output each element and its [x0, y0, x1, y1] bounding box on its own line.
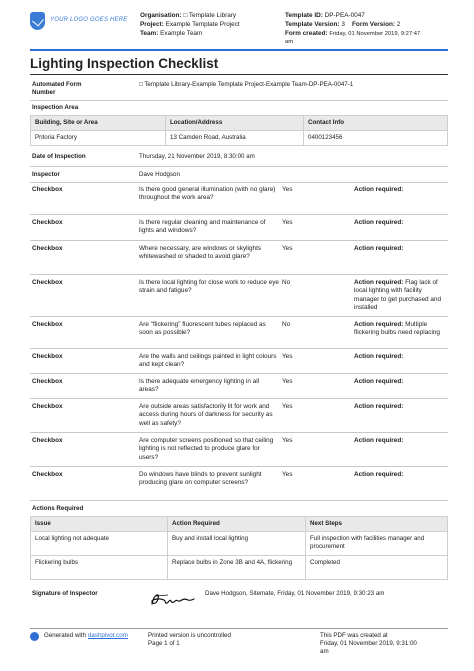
footer-divider: [30, 628, 448, 629]
checklist-question: Is there adequate emergency lighting in all areas?: [139, 378, 260, 394]
checklist-answer[interactable]: Yes: [282, 186, 293, 193]
generated-with-text: Generated with: [44, 632, 86, 640]
checklist-question: Are "flickering" fluorescent tubes replaced as soon as possible?: [139, 321, 266, 337]
action-required-label: Action required:: [354, 245, 404, 252]
table-cell: Replace bulbs in Zone 3B and 4A, flickering: [168, 556, 306, 580]
divider: [30, 182, 448, 183]
checkbox-label: Checkbox: [32, 403, 63, 410]
checklist-question: Do windows have blinds to prevent sunlight producing glare on computer screens?: [139, 471, 262, 487]
printed-uncontrolled: Printed version is uncontrolled: [148, 632, 231, 639]
form-created-value: Friday, 01 November 2019, 9:27:47: [329, 30, 421, 37]
page-title: Lighting Inspection Checklist: [30, 56, 219, 71]
checkbox-label: Checkbox: [32, 219, 63, 226]
checkbox-label: Checkbox: [32, 471, 63, 478]
divider: [30, 466, 448, 467]
header-template-info: [285, 12, 450, 47]
action-required-text: Multiple flickering bulbs need replacing: [354, 321, 440, 337]
action-required-label: Action required:: [354, 219, 404, 226]
checklist-question: Are outside areas satisfactorily lit for work and access during hours of darkness for security as well as safety?: [139, 403, 273, 427]
checklist-question: Are the walls and ceilings painted in light colours and kept clean?: [139, 353, 277, 369]
printed-info: [148, 632, 231, 648]
divider: [30, 240, 448, 241]
table-header: Issue: [31, 517, 168, 532]
template-version-label: Template Version:: [285, 20, 340, 28]
table-cell: 13 Camden Road, Australia: [166, 131, 304, 146]
checklist-answer[interactable]: No: [282, 279, 291, 286]
header-divider: [30, 49, 448, 51]
checklist-question: Is there local lighting for close work to reduce eye strain and fatigue?: [139, 279, 279, 295]
signature-value: Dave Hodgson, Sitemate, Friday, 01 November 2019, 9:30:23 am: [205, 590, 385, 597]
table-cell: 0400123456: [304, 131, 448, 146]
table-header: Location/Address: [166, 116, 304, 131]
dashpivot-link[interactable]: dashpivot.com: [87, 632, 128, 640]
checklist-answer[interactable]: No: [282, 321, 291, 328]
pdf-created-date: Friday, 01 November 2019, 9:31:00: [320, 640, 417, 648]
table-header: Contact Info: [304, 116, 448, 131]
divider: [30, 432, 448, 433]
divider: [30, 100, 448, 101]
checklist-answer[interactable]: Yes: [282, 353, 293, 360]
signature-label: Signature of Inspector: [32, 590, 98, 597]
action-required-label: Action required:: [354, 279, 404, 286]
checkbox-label: Checkbox: [32, 321, 63, 328]
checklist-answer[interactable]: Yes: [282, 403, 293, 410]
generated-with: [30, 632, 128, 641]
checkbox-label: Checkbox: [32, 437, 63, 444]
form-number-label-line1: Automated Form: [32, 81, 82, 88]
form-version-label: Form Version:: [352, 20, 395, 28]
table-cell: Local lighting not adequate: [31, 532, 168, 556]
form-number-label: [32, 81, 82, 97]
divider: [30, 398, 448, 399]
team-label: Team:: [140, 29, 159, 37]
action-required-label: Action required:: [354, 186, 404, 193]
checklist-answer[interactable]: Yes: [282, 437, 293, 444]
inspector-value: Dave Hodgson: [139, 171, 180, 178]
checkbox-label: Checkbox: [32, 378, 63, 385]
page-number: Page 1 of 1: [148, 640, 180, 648]
table-row: [31, 532, 448, 556]
action-required: [354, 437, 446, 445]
divider: [30, 500, 448, 501]
checklist-answer[interactable]: Yes: [282, 471, 293, 478]
action-required-label: Action required:: [354, 403, 404, 410]
form-number-value: □ Template Library-Example Template Project-Example Team-DP-PEA-0047-1: [139, 81, 354, 88]
action-required-label: Action required:: [354, 321, 404, 328]
checklist-answer[interactable]: Yes: [282, 219, 293, 226]
divider: [30, 373, 448, 374]
checklist-question: Are computer screens positioned so that ceiling lighting is not reflected to produce glare for users?: [139, 437, 274, 461]
action-required-label: Action required:: [354, 378, 404, 385]
action-required: [354, 219, 446, 227]
action-required: [354, 378, 446, 386]
page-header: [30, 10, 448, 50]
divider: [30, 274, 448, 275]
team-value: Example Team: [160, 29, 203, 37]
actions-required-label: Actions Required: [32, 505, 84, 512]
checklist-question: Is there regular cleaning and maintenance of lights and windows?: [139, 219, 266, 235]
action-required: [354, 245, 446, 253]
table-cell: Full inspection with facilities manager and procurement: [306, 532, 448, 556]
inspection-area-table: [30, 115, 448, 146]
checkbox-label: Checkbox: [32, 353, 63, 360]
table-row: [31, 556, 448, 580]
checkbox-label: Checkbox: [32, 279, 63, 286]
template-version-value: 3: [341, 20, 345, 28]
action-required: [354, 471, 446, 479]
table-header: Action Required: [168, 517, 306, 532]
checkbox-label: Checkbox: [32, 245, 63, 252]
header-org-info: [140, 12, 240, 38]
divider: [30, 316, 448, 317]
logo: [30, 12, 127, 30]
project-value: Example Template Project: [165, 20, 240, 28]
dashpivot-icon: [30, 632, 39, 641]
table-header: Building, Site or Area: [31, 116, 166, 131]
table-cell: Pritoria Factory: [31, 131, 166, 146]
checkbox-label: Checkbox: [32, 186, 63, 193]
logo-text: YOUR LOGO GOES HERE: [50, 17, 128, 24]
action-required: [354, 279, 446, 312]
checklist-question: Is there good general illumination (with no glare) throughout the work area?: [139, 186, 276, 202]
action-required-label: Action required:: [354, 353, 404, 360]
signature-image: [148, 590, 196, 608]
divider: [30, 348, 448, 349]
date-value: Thursday, 21 November 2019, 8:30:00 am: [139, 153, 255, 160]
project-label: Project:: [140, 20, 164, 28]
template-id-value: DP-PEA-0047: [324, 12, 365, 19]
pdf-created-info: [320, 632, 450, 656]
logo-shield-icon: [30, 12, 45, 30]
org-label: Organisation:: [140, 12, 182, 19]
action-required: [354, 321, 446, 338]
form-number-label-line2: Number: [32, 89, 56, 97]
pdf-created-date-2: am: [320, 648, 329, 656]
checklist-question: Where necessary, are windows or skylights whitewashed or shaded to avoid glare?: [139, 245, 262, 261]
date-label: Date of Inspection: [32, 153, 86, 160]
org-value: □ Template Library: [183, 12, 237, 19]
action-required: [354, 403, 446, 411]
table-header-row: [31, 517, 448, 532]
checklist-answer[interactable]: Yes: [282, 378, 293, 385]
form-created-value-2: am: [285, 38, 294, 45]
table-header-row: [31, 116, 448, 131]
action-required: [354, 353, 446, 361]
title-divider: [30, 74, 448, 75]
actions-required-table: [30, 516, 448, 580]
inspector-label: Inspector: [32, 171, 60, 178]
template-id-label: Template ID:: [285, 12, 323, 19]
pdf-created-label: This PDF was created at: [320, 632, 388, 639]
action-required-label: Action required:: [354, 437, 404, 444]
form-version-value: 2: [396, 20, 401, 28]
checklist-answer[interactable]: Yes: [282, 245, 293, 252]
table-row: [31, 131, 448, 146]
action-required: [354, 186, 446, 194]
table-cell: Completed: [306, 556, 448, 580]
table-header: Next Steps: [306, 517, 448, 532]
action-required-label: Action required:: [354, 471, 404, 478]
divider: [30, 166, 448, 167]
form-created-label: Form created:: [285, 29, 328, 37]
action-required-text: Flag lack of local lighting with facility manager to get purchased and installed: [354, 279, 442, 311]
inspection-area-label: Inspection Area: [32, 104, 79, 111]
form-number-row: [30, 81, 448, 101]
table-cell: Flickering bulbs: [31, 556, 168, 580]
divider: [30, 214, 448, 215]
table-cell: Buy and install local lighting: [168, 532, 306, 556]
